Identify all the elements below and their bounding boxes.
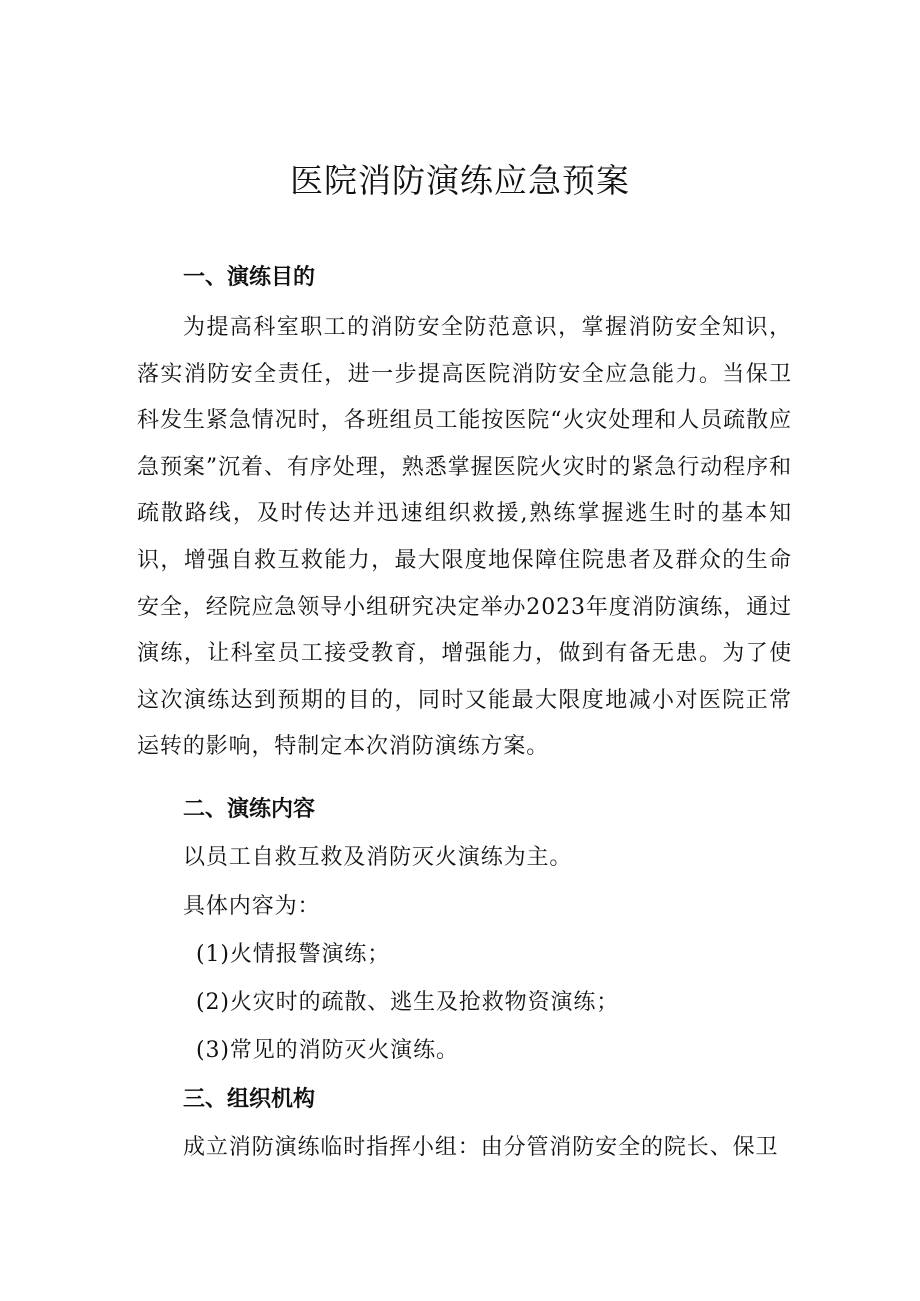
- organization-first-line: 成立消防演练临时指挥小组：由分管消防安全的院长、保卫: [183, 1135, 779, 1160]
- content-detail-intro: 具体内容为：: [183, 894, 321, 919]
- content-item-1: (1)火情报警演练；: [196, 942, 391, 967]
- document-title: 医院消防演练应急预案: [290, 161, 630, 200]
- section-heading-content: 二、演练内容: [183, 797, 316, 822]
- section-heading-purpose: 一、演练目的: [183, 265, 316, 290]
- section-heading-organization: 三、组织机构: [183, 1087, 316, 1112]
- content-summary-line: 以员工自救互救及消防灭火演练为主。: [183, 845, 573, 870]
- section-purpose-paragraph: 为提高科室职工的消防安全防范意识，掌握消防安全知识，落实消防安全责任，进一步提高医院消防安全应急能力。当保卫科发生紧急情况时，各班组员工能按医院“火灾处理和人员疏散应急预案”沉着、有序处理，熟悉掌握医院火灾时的紧急行动程序和疏散路线，及时传达并迅速组织救援,熟练掌握逃生时的基本知识，增强自救互救能力，最大限度地保障住院患者及群众的生命安全，经院应急领导小组研究决定举办2023年度消防演练，通过演练，让科室员工接受教育，增强能力，做到有备无患。为了使这次演练达到预期的目的，同时又能最大限度地减小对医院正常运转的影响，特制定本次消防演练方案。: [137, 315, 792, 760]
- content-item-2: (2)火灾时的疏散、逃生及抢救物资演练；: [196, 990, 620, 1015]
- content-item-3: (3)常见的消防灭火演练。: [196, 1038, 459, 1063]
